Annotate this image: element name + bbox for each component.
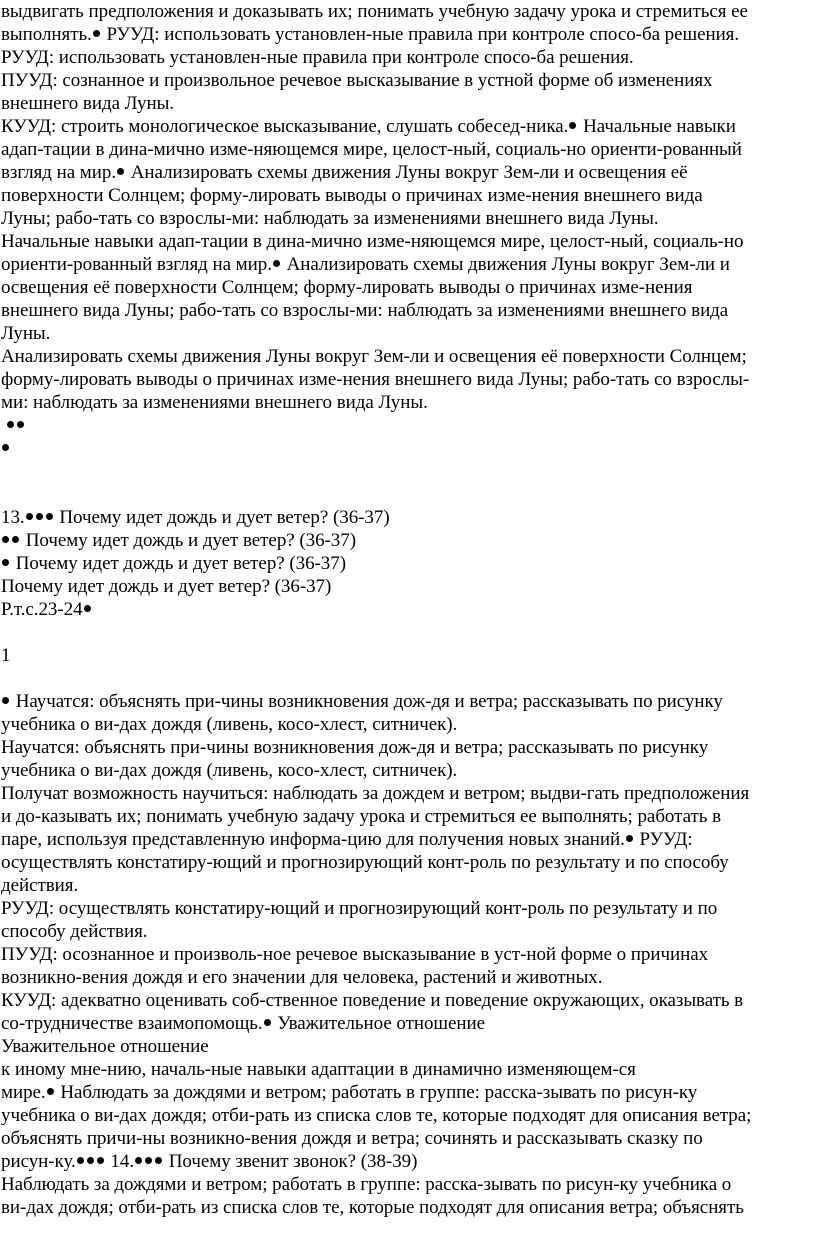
- text-line: внешнего вида Луны; рабо-тать со взрослы-ми: наблюдать за изменениями внешнего вида: [1, 300, 729, 321]
- lesson-heading: 13. Почему идет дождь и дует ветер? (36-37): [1, 507, 390, 528]
- text-line: учебника о ви-дах дождя (ливень, косо-хлест, ситничек).: [1, 714, 458, 735]
- bullet-icon: [2, 697, 9, 704]
- bullet-icon: [145, 1157, 152, 1164]
- bullet-icon: [77, 1157, 84, 1164]
- text-line: Луны.: [1, 323, 51, 344]
- bullet-icon: [155, 1157, 162, 1164]
- text-line: освещения её поверхности Солнцем; форму-лировать выводы о причинах изме-нения: [1, 277, 693, 298]
- spacer: [1, 460, 816, 483]
- text-line: Луны; рабо-тать со взрослы-ми: наблюдать за изменениями внешнего вида Луны.: [1, 208, 659, 229]
- text-line: осуществлять констатиру-ющий и прогнозирующий конт-роль по результату и по способу: [1, 852, 729, 873]
- text-line: ориенти-рованный взгляд на мир. Анализировать схемы движения Луны вокруг Зем-ли и: [1, 254, 730, 275]
- bullet-icon: [2, 536, 9, 543]
- text-line: действия.: [1, 875, 79, 896]
- text-line: учебника о ви-дах дождя (ливень, косо-хлест, ситничек).: [1, 760, 458, 781]
- text-line: Анализировать схемы движения Луны вокруг Зем-ли и освещения её поверхности Солнцем;: [1, 346, 747, 367]
- bullet-icon: [93, 30, 100, 37]
- text-line: ми: наблюдать за изменениями внешнего вида Луны.: [1, 392, 428, 413]
- text-line: Получат возможность научиться: наблюдать за дождем и ветром; выдви-гать предположения: [1, 783, 750, 804]
- bullet-icon: [2, 559, 9, 566]
- bullet-icon: [7, 421, 14, 428]
- bullet-icon: [87, 1157, 94, 1164]
- text-line: РУУД: осуществлять констатиру-ющий и прогнозирующий конт-роль по результату и по: [1, 898, 718, 919]
- text-line: выдвигать предположения и доказывать их; понимать учебную задачу урока и стремиться ее: [1, 1, 748, 22]
- text-line: рисун-ку. 14. Почему звенит звонок? (38-39): [1, 1151, 418, 1172]
- text-line: КУУД: адекватно оценивать соб-ственное поведение и поведение окружающих, оказывать в: [1, 990, 744, 1011]
- bullet-icon: [135, 1157, 142, 1164]
- spacer: [1, 483, 816, 506]
- bullet-icon: [264, 1019, 271, 1026]
- text-line: ПУУД: осознанное и произволь-ное речевое высказывание в уст-ной форме о причинах: [1, 944, 709, 965]
- text-line: учебника о ви-дах дождя; отби-рать из списка слов те, которые подходят для описания ветра;: [1, 1105, 752, 1126]
- text-line: КУУД: строить монологическое высказывание, слушать собесед-ника. Начальные навыки: [1, 116, 736, 137]
- spacer: [1, 667, 816, 690]
- bullet-icon: [47, 1088, 54, 1095]
- bullet-icon: [569, 122, 576, 129]
- bullet-icon: [97, 1157, 104, 1164]
- text-line: РУУД: использовать установлен-ные правила при контроле спосо-ба решения.: [1, 47, 634, 68]
- bullet-line: [1, 437, 816, 460]
- text-line: способу действия.: [1, 921, 148, 942]
- text-line: со-трудничестве взаимопомощь. Уважительное отношение: [1, 1013, 486, 1034]
- bullet-icon: [2, 444, 9, 451]
- text-line: ви-дах дождя; отби-рать из списка слов те, которые подходят для описания ветра; объяснять: [1, 1197, 744, 1218]
- text-line: Почему идет дождь и дует ветер? (36-37): [1, 552, 816, 575]
- bullet-icon: [17, 421, 24, 428]
- text-line: Р.т.с.23-24: [1, 598, 816, 621]
- text-line: ПУУД: сознанное и произвольное речевое высказывание в устной форме об изменениях: [1, 70, 713, 91]
- bullet-icon: [12, 536, 19, 543]
- bullet-icon: [84, 605, 91, 612]
- text-line: Почему идет дождь и дует ветер? (36-37): [1, 576, 332, 597]
- hours-value: 1: [1, 645, 11, 666]
- text-line: Научатся: объяснять при-чины возникновения дож-дя и ветра; рассказывать по рисунку: [1, 690, 816, 713]
- text-line: взгляд на мир. Анализировать схемы движения Луны вокруг Зем-ли и освещения её: [1, 162, 688, 183]
- text-line: возникно-вения дождя и его значении для человека, растений и животных.: [1, 967, 603, 988]
- spacer: [1, 621, 816, 644]
- text-line: Наблюдать за дождями и ветром; работать в группе: расска-зывать по рисун-ку учебника о: [1, 1174, 732, 1195]
- text-line: поверхности Солнцем; форму-лировать выводы о причинах изме-нения внешнего вида: [1, 185, 703, 206]
- bullet-icon: [26, 513, 33, 520]
- text-line: и до-казывать их; понимать учебную задачу урока и стремиться ее выполнять; работать в: [1, 806, 721, 827]
- bullet-icon: [46, 513, 53, 520]
- bullet-icon: [273, 260, 280, 267]
- bullet-icon: [626, 835, 633, 842]
- bullet-line: [1, 414, 816, 437]
- text-line: адап-тации в дина-мично изме-няющемся мире, целост-ный, социаль-но ориенти-рованный: [1, 139, 742, 160]
- bullet-icon: [36, 513, 43, 520]
- text-line: форму-лировать выводы о причинах изме-нения внешнего вида Луны; рабо-тать со взрослы-: [1, 369, 750, 390]
- text-line: объяснять причи-ны возникно-вения дождя и ветра; сочинять и рассказывать сказку по: [1, 1128, 703, 1149]
- text-line: паре, используя представленную информа-цию для получения новых знаний. РУУД:: [1, 829, 693, 850]
- text-line: Почему идет дождь и дует ветер? (36-37): [1, 529, 816, 552]
- text-line: Научатся: объяснять при-чины возникновения дож-дя и ветра; рассказывать по рисунку: [1, 737, 709, 758]
- text-line: внешнего вида Луны.: [1, 93, 175, 114]
- text-line: Начальные навыки адап-тации в дина-мично изме-няющемся мире, целост-ный, социаль-но: [1, 231, 744, 252]
- bullet-icon: [117, 168, 124, 175]
- text-line: мире. Наблюдать за дождями и ветром; работать в группе: расска-зывать по рисун-ку: [1, 1082, 698, 1103]
- text-line: Уважительное отношение: [1, 1036, 209, 1057]
- text-line: выполнять. РУУД: использовать установлен-ные правила при контроле спосо-ба решения.: [1, 24, 740, 45]
- text-line: к иному мне-нию, началь-ные навыки адаптации в динамично изменяющем-ся: [1, 1059, 636, 1080]
